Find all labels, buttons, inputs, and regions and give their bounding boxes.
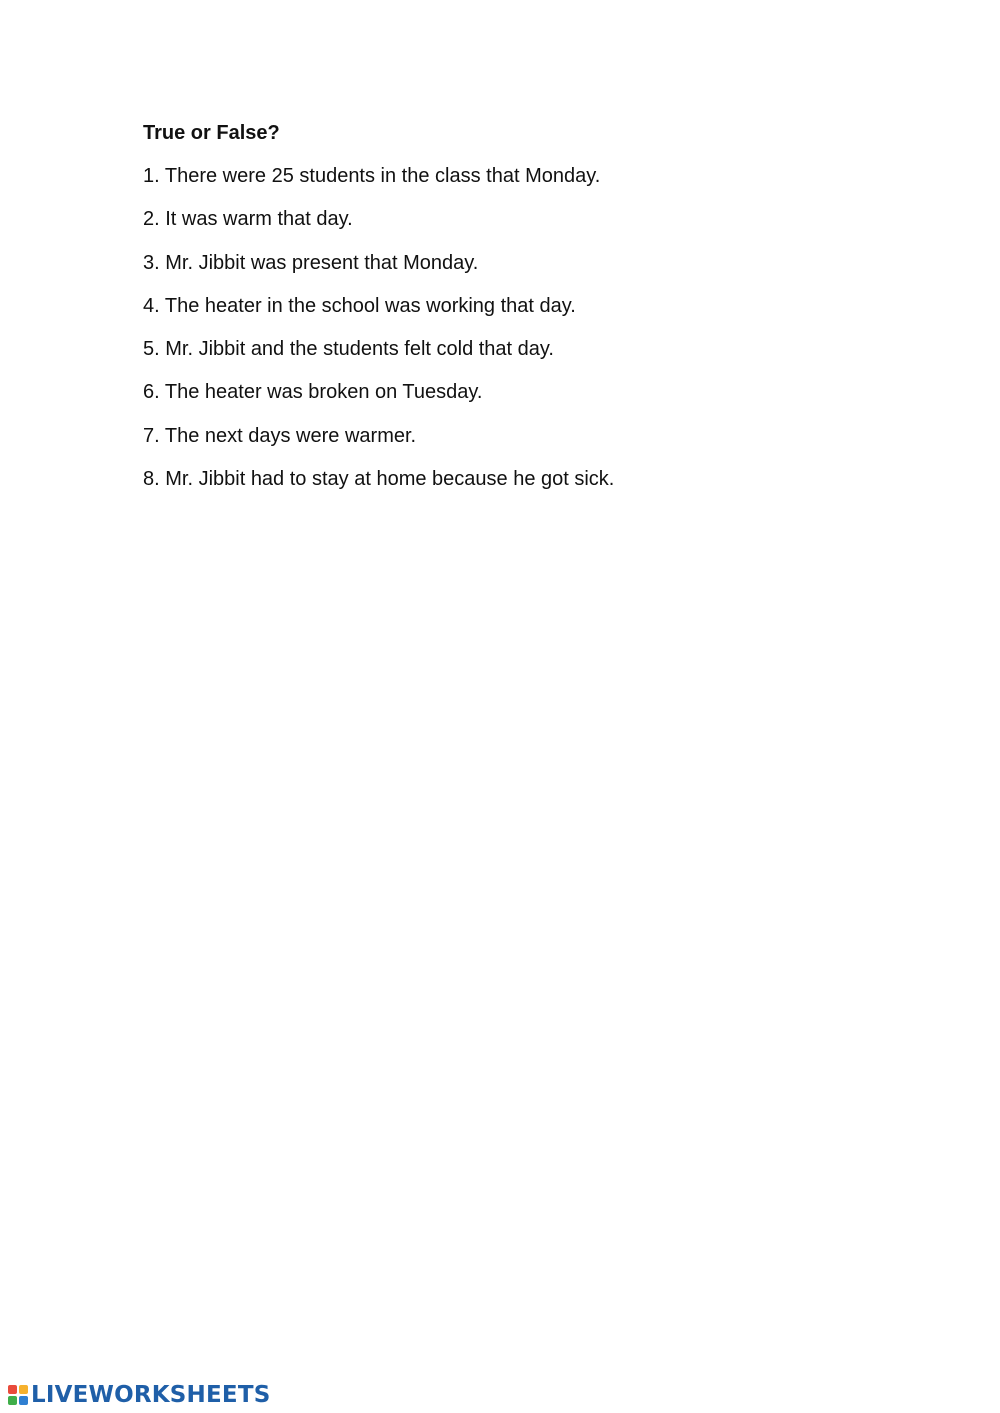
- statement-item: 5. Mr. Jibbit and the students felt cold that day.: [143, 338, 554, 361]
- statement-item: 3. Mr. Jibbit was present that Monday.: [143, 251, 479, 274]
- worksheet: [143, 118, 903, 507]
- liveworksheets-logo-icon: [8, 1385, 28, 1405]
- liveworksheets-logo: [8, 1382, 270, 1408]
- statement-item: 6. The heater was broken on Tuesday.: [143, 381, 483, 404]
- brand-name: LIVEWORKSHEETS: [31, 1382, 271, 1408]
- statement-item: 2. It was warm that day.: [143, 208, 353, 231]
- logo-square-3: [8, 1396, 17, 1405]
- statement-list: [143, 161, 903, 494]
- statement-item: 7. The next days were warmer.: [143, 424, 417, 447]
- logo-square-1: [8, 1385, 17, 1394]
- statement-item: 1. There were 25 students in the class that Monday.: [143, 165, 601, 187]
- statement-item: 4. The heater in the school was working that day.: [143, 294, 576, 317]
- worksheet-title: True or False?: [143, 122, 280, 144]
- statement-item: 8. Mr. Jibbit had to stay at home because he got sick.: [143, 468, 615, 491]
- logo-square-4: [19, 1396, 28, 1405]
- logo-square-2: [19, 1385, 28, 1394]
